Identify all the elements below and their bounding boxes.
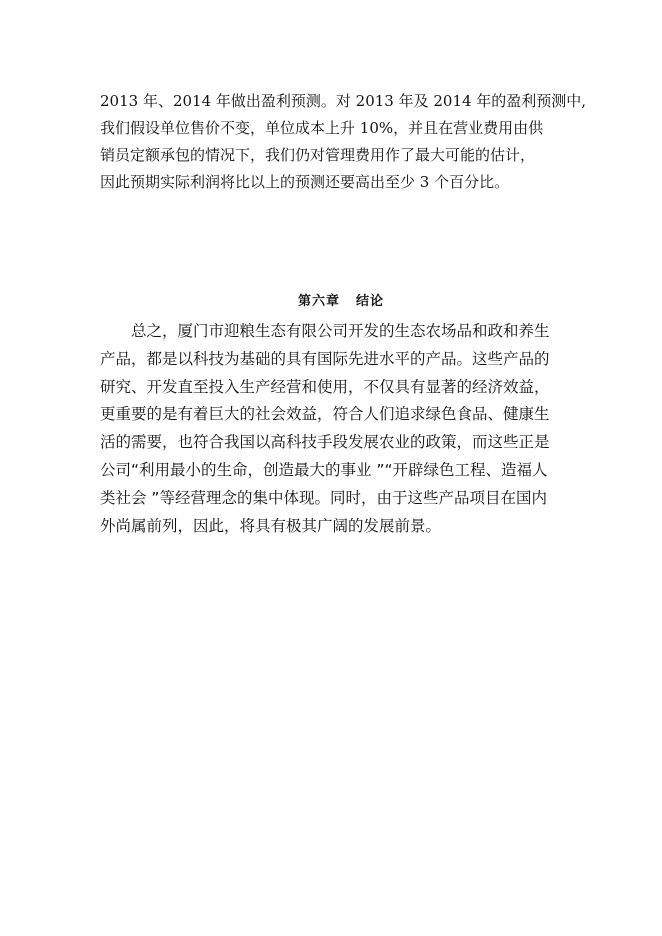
conclusion-line-7: 类社会 ”等经营理念的集中体现。同时，由于这些产品项目在国内 bbox=[100, 488, 547, 507]
conclusion-line-3: 研究、开发直至投入生产经营和使用，不仅具有显著的经济效益， bbox=[100, 377, 550, 396]
chapter-number: 第六章 bbox=[297, 294, 340, 309]
conclusion-line-8: 外尚属前列，因此，将具有极其广阔的发展前景。 bbox=[100, 516, 442, 535]
conclusion-line-2: 产品，都是以科技为基础的具有国际先进水平的产品。这些产品的 bbox=[100, 349, 550, 368]
forecast-line-1: 2013 年、2014 年做出盈利预测。对 2013 年及 2014 年的盈利预测中, bbox=[100, 92, 587, 110]
conclusion-line-1: 总之，厦门市迎粮生态有限公司开发的生态农场品和政和养生 bbox=[131, 322, 550, 340]
chapter-heading bbox=[0, 290, 662, 309]
conclusion-line-5: 活的需要，也符合我国以高科技手段发展农业的政策，而这些正是 bbox=[100, 433, 550, 452]
chapter-title: 结论 bbox=[356, 294, 385, 309]
forecast-line-3: 销员定额承包的情况下，我们仍对管理费用作了最大可能的估计， bbox=[100, 146, 536, 164]
conclusion-line-6: 公司“利用最小的生命，创造最大的事业 ”“开辟绿色工程、造福人 bbox=[100, 460, 548, 479]
conclusion-line-4: 更重要的是有着巨大的社会效益，符合人们追求绿色食品、健康生 bbox=[100, 405, 550, 424]
forecast-line-2: 我们假设单位售价不变，单位成本上升 10%，并且在营业费用由供 bbox=[100, 119, 544, 137]
conclusion-paragraph bbox=[100, 318, 570, 540]
forecast-paragraph bbox=[100, 88, 587, 196]
forecast-line-4: 因此预期实际利润将比以上的预测还要高出至少 3 个百分比。 bbox=[100, 173, 510, 191]
